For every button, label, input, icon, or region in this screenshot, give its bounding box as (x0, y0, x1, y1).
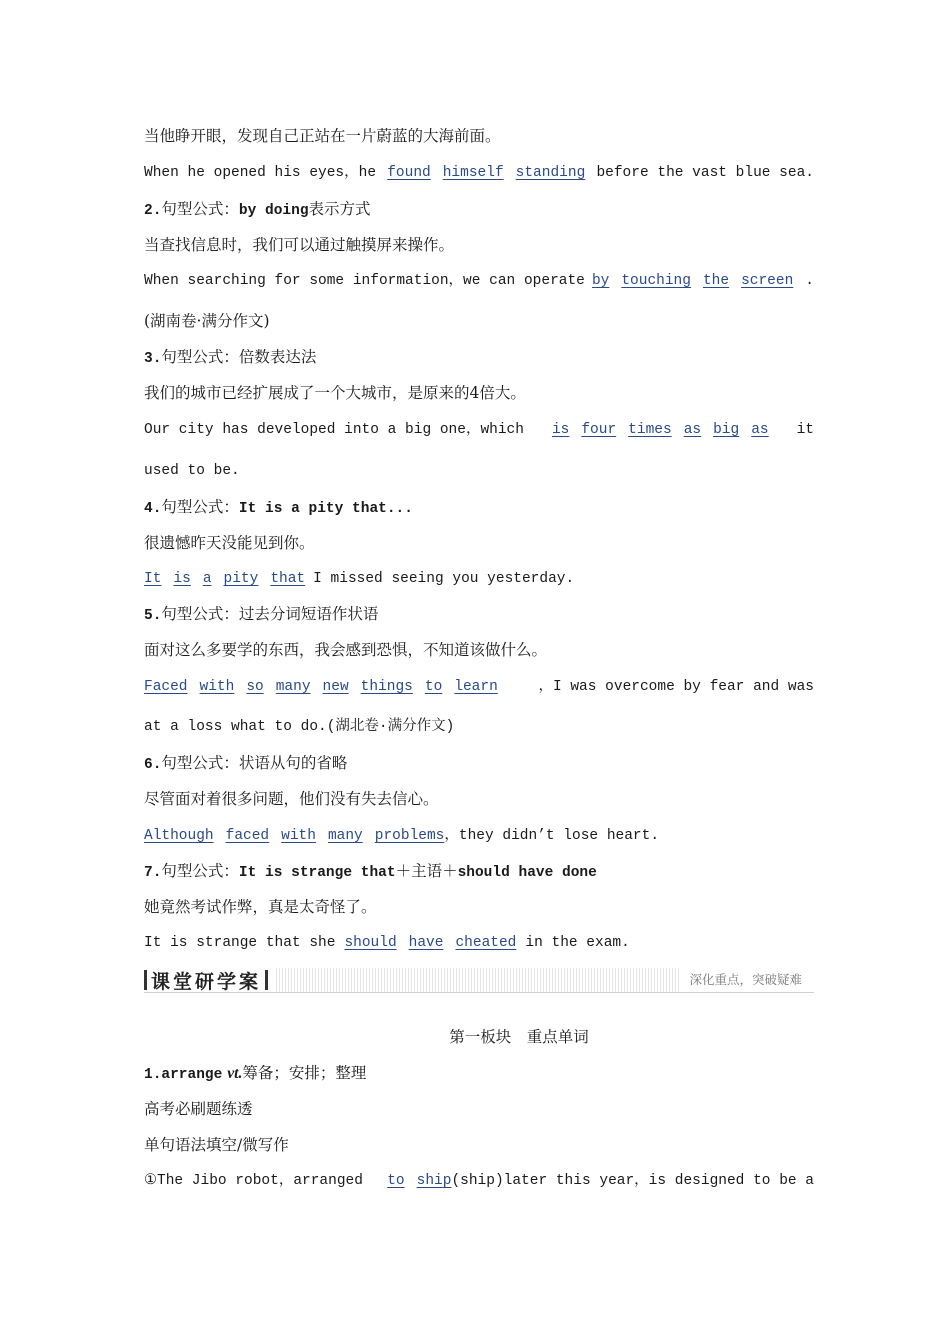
heading-text: 句型公式：倍数表达法 (161, 348, 317, 366)
answer-blank: himself (442, 165, 504, 181)
answer-blank: touching (621, 273, 691, 289)
text-segment: When he opened his eyes，he (144, 165, 377, 181)
heading-text: 句型公式： (161, 200, 239, 218)
answer-blank: is (173, 571, 191, 587)
answer-blank: standing (515, 165, 586, 181)
sentence-english (144, 567, 814, 591)
text-segment: (ship)later this year，is designed to be a (451, 1173, 814, 1189)
vocab-heading (144, 1061, 814, 1085)
answer-blank: many (275, 679, 311, 695)
sentence-english (144, 269, 814, 293)
answer-blank: as (751, 422, 769, 438)
pattern-heading (144, 197, 814, 221)
answer-blank: to (387, 1173, 405, 1189)
heading-text: 表示方式 (308, 200, 371, 218)
text-segment: It is strange that she (144, 935, 336, 951)
heading-text: ＋主语＋ (395, 862, 458, 880)
heading-number: 7. (144, 865, 162, 881)
answer-blank: found (387, 165, 431, 181)
banner-title-block (144, 968, 274, 992)
heading-text: 句型公式： (161, 498, 239, 516)
sentence-chinese: 面对这么多要学的东西，我会感到恐惧，不知道该做什么。 (144, 641, 548, 659)
heading-number: 4. (144, 501, 162, 517)
text-segment: ①The Jibo robot，arranged (144, 1173, 363, 1189)
answer-blank: times (628, 422, 672, 438)
answer-blank: learn (454, 679, 498, 695)
heading-text: 句型公式： (161, 862, 239, 880)
heading-number: 2. (144, 203, 162, 219)
vocab-word: arrange (161, 1067, 223, 1083)
answer-blank: problems (374, 828, 445, 844)
heading-formula: by doing (238, 203, 309, 219)
answer-blank: things (360, 679, 413, 695)
sentence-english (144, 931, 814, 955)
text-segment: Our city has developed into a big one，which (144, 422, 524, 438)
banner-bar-right (265, 970, 268, 990)
answer-blank: by (591, 273, 610, 289)
banner-bar-left (144, 970, 147, 990)
pattern-heading (144, 859, 814, 883)
vocab-pos: vt. (227, 1065, 243, 1082)
text-segment: When searching for some information，we can operate (144, 273, 585, 289)
text-segment: ，they didn’t lose heart. (444, 828, 660, 844)
answer-blank: the (702, 273, 730, 289)
answer-blank: Although (144, 828, 214, 844)
answer-blank: to (424, 679, 443, 695)
practice-label: 高考必刷题练透 (144, 1100, 253, 1118)
answer-blank: should (344, 935, 397, 951)
sentence-chinese: 尽管面对着很多问题，他们没有失去信心。 (144, 790, 439, 808)
answer-blank: cheated (455, 935, 517, 951)
source-note: (湖南卷·满分作文) (144, 312, 270, 330)
answer-blank: pity (223, 571, 259, 587)
answer-blank: with (199, 679, 235, 695)
banner-subtitle: 深化重点，突破疑难 (679, 968, 814, 992)
sentence-english (144, 161, 814, 185)
text-segment: before the vast blue sea. (596, 165, 814, 181)
sentence-english (144, 824, 814, 848)
text-segment: I missed seeing you yesterday. (313, 571, 575, 587)
sentence-english (144, 675, 814, 699)
sentence-chinese: 她竟然考试作弊，真是太奇怪了。 (144, 898, 377, 916)
banner-title: 课堂研学案 (151, 970, 262, 993)
sentence-chinese: 当他睁开眼，发现自己正站在一片蔚蓝的大海前面。 (144, 127, 501, 145)
text-segment: . (805, 273, 814, 289)
answer-blank: faced (225, 828, 270, 844)
answer-blank: that (270, 571, 306, 587)
sentence-chinese: 很遗憾昨天没能见到你。 (144, 534, 315, 552)
answer-blank: four (581, 422, 617, 438)
heading-number: 5. (144, 608, 162, 624)
section-banner (144, 968, 814, 993)
pattern-heading (144, 602, 814, 626)
pattern-heading (144, 495, 814, 519)
heading-number: 3. (144, 351, 162, 367)
heading-text: 句型公式：状语从句的省略 (161, 754, 348, 772)
sentence-english: used to be. (144, 463, 240, 479)
text-segment: in the exam. (525, 935, 630, 951)
answer-blank: many (327, 828, 363, 844)
pattern-heading (144, 751, 814, 775)
pattern-heading (144, 345, 814, 369)
sentence-english (144, 418, 814, 442)
answer-blank: with (281, 828, 316, 844)
answer-blank: so (246, 679, 264, 695)
answer-blank: new (322, 679, 349, 695)
sentence-english: at a loss what to do.(湖北卷·满分作文) (144, 719, 455, 735)
text-segment: ，I was overcome by fear and was (538, 679, 814, 695)
sentence-chinese: 我们的城市已经扩展成了一个大城市，是原来的4倍大。 (144, 384, 526, 402)
answer-blank: a (202, 571, 212, 587)
section-title: 第一板块 重点单词 (449, 1028, 589, 1046)
heading-number: 6. (144, 757, 162, 773)
text-segment: it (796, 422, 814, 438)
answer-blank: have (408, 935, 444, 951)
answer-blank: Faced (144, 679, 188, 695)
exercise-sentence (144, 1169, 814, 1193)
answer-blank: ship (416, 1173, 452, 1189)
answer-blank: screen (741, 273, 794, 289)
vocab-meaning: 筹备；安排；整理 (242, 1064, 367, 1082)
heading-formula: should have done (457, 865, 597, 881)
heading-text: 句型公式：过去分词短语作状语 (161, 605, 379, 623)
answer-blank: It (144, 571, 162, 587)
heading-formula: It is a pity that... (238, 501, 413, 517)
answer-blank: is (551, 422, 570, 438)
vocab-number: 1. (144, 1067, 162, 1083)
exercise-type: 单句语法填空/微写作 (144, 1136, 289, 1154)
answer-blank: big (713, 422, 740, 438)
sentence-chinese: 当查找信息时，我们可以通过触摸屏来操作。 (144, 236, 455, 254)
answer-blank: as (683, 422, 702, 438)
heading-formula: It is strange that (238, 865, 396, 881)
